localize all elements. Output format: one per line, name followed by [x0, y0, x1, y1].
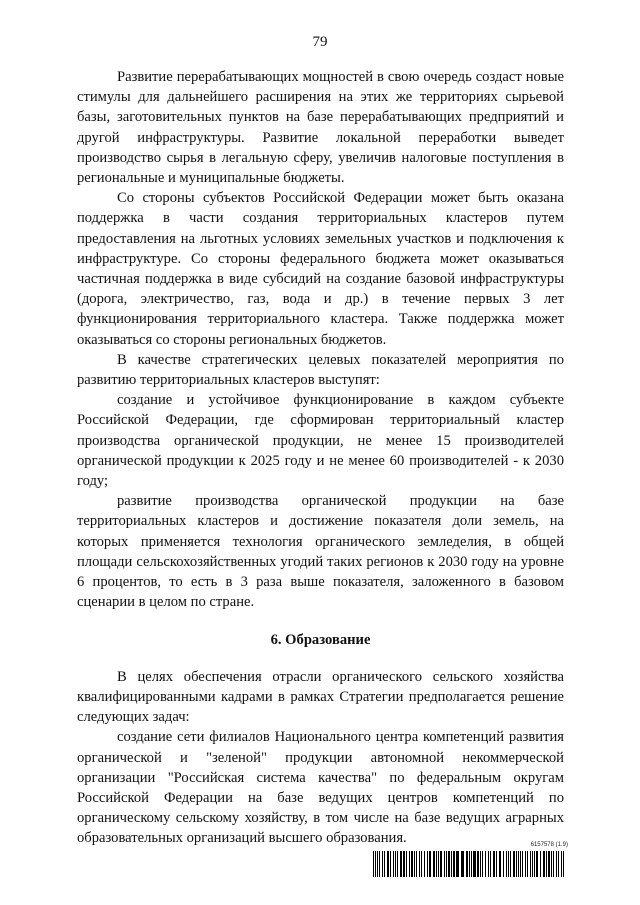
- list-item-competence-centers: создание сети филиалов Национального центра компетенций развития органической и "зеленой" продукции автономной некоммерческой организации "Российская система качества" по федеральным округам Российской Федерации на базе ведущих центров компетенций по органическому сельскому хозяйству, в том числе на базе ведущих аграрных образовательных организаций высшего образования.: [77, 729, 564, 847]
- section-heading-education: 6. Образование: [270, 632, 371, 649]
- paragraph-processing-capacity: Развитие перерабатывающих мощностей в свою очередь создаст новые стимулы для дальнейшего расширения на этих же территориях сырьевой базы, заготовительных пунктов на базе перерабатывающих предприятий и другой инфраструктуры. Развитие локальной переработки выведет производство сырья в легальную сферу, увеличив налоговые поступления в региональные и муниципальные бюджеты.: [77, 69, 564, 187]
- paragraph-regional-support: Со стороны субъектов Российской Федерации может быть оказана поддержка в части создания территориальных кластеров путем предоставления на льготных условиях земельных участков и подключения к инфраструктуре. Со стороны федерального бюджета может оказываться частичная поддержка в виде субсидий на создание базовой инфраструктуры (дорога, электричество, газ, вода и др.) в течение первых 3 лет функционирования территориального кластера. Также поддержка может оказываться со стороны региональных бюджетов.: [77, 190, 564, 348]
- document-body: [77, 67, 564, 849]
- paragraph-target-indicators-intro: В качестве стратегических целевых показателей мероприятия по развитию территориальных кластеров выступят:: [77, 351, 564, 389]
- document-code: 6157578 (1.9): [530, 842, 568, 848]
- barcode-icon: [373, 851, 564, 877]
- list-item-land-share-target: развитие производства органической продукции на базе территориальных кластеров и достижение показателя доли земель, на которых применяется технология органического земледелия, в общей площади сельскохозяйственных угодий таких регионов к 2030 году на уровне 6 процентов, то есть в 3 раза выше показателя, заложенного в базовом сценарии в целом по стране.: [77, 493, 564, 611]
- paragraph-education-intro: В целях обеспечения отрасли органического сельского хозяйства квалифицированными кадрами в рамках Стратегии предполагается решение следующих задач:: [77, 668, 564, 726]
- list-item-producers-target: создание и устойчивое функционирование в каждом субъекте Российской Федерации, где сформирован территориальный кластер производства органической продукции, не менее 15 производителей органической продукции к 2025 году и не менее 60 производителей - к 2030 году;: [77, 392, 564, 490]
- page-number: 79: [312, 34, 328, 50]
